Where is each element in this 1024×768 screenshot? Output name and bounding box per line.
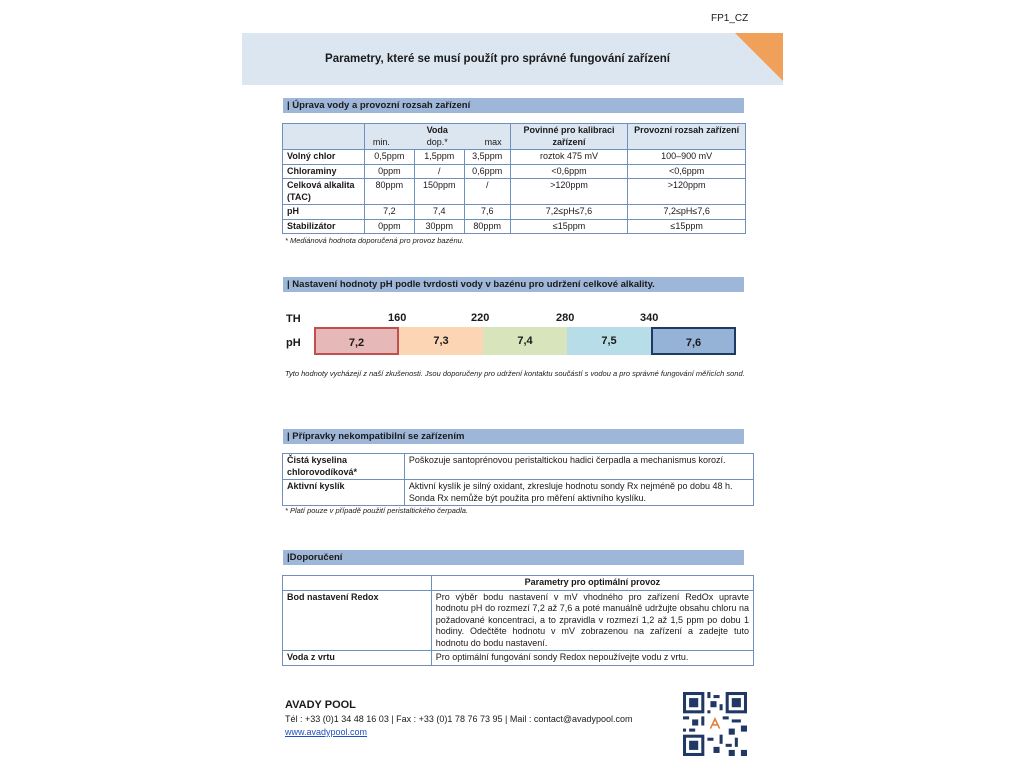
cell-provozni: >120ppm <box>628 179 746 205</box>
row-label: Chloraminy <box>283 164 365 179</box>
title-banner <box>242 33 783 85</box>
section-heading-recommendations: |Doporučení <box>283 550 744 565</box>
ph-segment: 7,6 <box>651 327 736 355</box>
cell-max: 7,6 <box>464 205 510 220</box>
row-text: Aktivní kyslík je silný oxidant, zkresluje hodnotu sondy Rx nejméně po dobu 48 h. Sonda Rx nemůže být použita pro měření aktivního kyslíku. <box>404 480 753 506</box>
row-label: Čistá kyselina chlorovodíková* <box>283 454 405 480</box>
water-parameters-table <box>282 123 746 234</box>
cell-max: 80ppm <box>464 219 510 234</box>
section-heading-ph-setting: | Nastavení hodnoty pH podle tvrdosti vody v bazénu pro udržení celkové alkality. <box>283 277 744 292</box>
section-heading-water-treatment: | Úprava vody a provozní rozsah zařízení <box>283 98 744 113</box>
header-povinne: Povinné pro kalibraci zařízení <box>510 124 628 150</box>
header-max: max <box>484 136 502 147</box>
ph-segment: 7,3 <box>399 327 483 355</box>
row-text: Poškozuje santoprénovou peristaltickou hadici čerpadla a mechanismus korozí. <box>404 454 753 480</box>
ph-segment: 7,5 <box>567 327 651 355</box>
recommendations-table <box>282 575 754 666</box>
table-header-row <box>283 576 754 591</box>
row-text: Pro výběr bodu nastavení v mV vhodného pro zařízení RedOx upravte hodnotu pH do rozmezí 7,2 až 7,6 a poté manuálně udržujte obsahu chloru na požadované koncentraci, a to zpravidla v rozmezí 1,2 až 1,5 ppm po dobu 1 hodiny. Odečtěte hodnotu v mV zobrazenou na zařízení a zadejte tuto hodnotu do bodu nastavení. <box>431 590 753 651</box>
ph-segment: 7,4 <box>483 327 567 355</box>
cell-povinne: >120ppm <box>510 179 628 205</box>
table-row <box>283 480 754 506</box>
header-voda-label: Voda <box>426 125 448 135</box>
company-name: AVADY POOL <box>285 699 356 711</box>
header-empty-cell <box>283 124 365 150</box>
table-row <box>283 179 746 205</box>
page-title: Parametry, které se musí použít pro správné fungování zařízení <box>325 53 670 65</box>
cell-max: 0,6ppm <box>464 164 510 179</box>
cell-min: 7,2 <box>364 205 414 220</box>
header-dop: dop.* <box>426 136 448 147</box>
table-row <box>283 164 746 179</box>
row-label: Bod nastavení Redox <box>283 590 432 651</box>
corner-accent <box>735 33 783 81</box>
cell-provozni: <0,6ppm <box>628 164 746 179</box>
th-axis-label: TH <box>286 313 301 325</box>
row-label: pH <box>283 205 365 220</box>
cell-max: 3,5ppm <box>464 150 510 165</box>
incompatible-footnote: * Platí pouze v případě použití peristaltického čerpadla. <box>285 506 469 515</box>
cell-povinne: ≤15ppm <box>510 219 628 234</box>
header-provozni: Provozní rozsah zařízení <box>628 124 746 150</box>
ph-hardness-scale <box>283 311 753 361</box>
table-row <box>283 219 746 234</box>
cell-max: / <box>464 179 510 205</box>
cell-provozni: 7,2≤pH≤7,6 <box>628 205 746 220</box>
th-value: 220 <box>471 312 490 324</box>
th-value: 160 <box>388 312 407 324</box>
table-header-row <box>283 124 746 150</box>
row-label: Stabilizátor <box>283 219 365 234</box>
header-empty-cell <box>283 576 432 591</box>
row-label: Aktivní kyslík <box>283 480 405 506</box>
row-label: Voda z vrtu <box>283 651 432 666</box>
table-footnote: * Mediánová hodnota doporučená pro provoz bazénu. <box>285 236 464 245</box>
cell-dop: 7,4 <box>414 205 464 220</box>
ph-segment: 7,2 <box>314 327 399 355</box>
table-row <box>283 651 754 666</box>
row-label: Volný chlor <box>283 150 365 165</box>
cell-provozni: ≤15ppm <box>628 219 746 234</box>
th-value: 280 <box>556 312 575 324</box>
cell-min: 0ppm <box>364 164 414 179</box>
incompatible-products-table <box>282 453 754 506</box>
row-label: Celková alkalita (TAC) <box>283 179 365 205</box>
document-code: FP1_CZ <box>711 13 749 24</box>
cell-dop: 150ppm <box>414 179 464 205</box>
cell-dop: 30ppm <box>414 219 464 234</box>
contact-info: Tél : +33 (0)1 34 48 16 03 | Fax : +33 (0)1 78 76 73 95 | Mail : contact@avadypool.com <box>285 714 633 724</box>
row-text: Pro optimální fungování sondy Redox nepoužívejte vodu z vrtu. <box>431 651 753 666</box>
cell-povinne: <0,6ppm <box>510 164 628 179</box>
ph-axis-label: pH <box>286 337 301 349</box>
cell-min: 0,5ppm <box>364 150 414 165</box>
th-value: 340 <box>640 312 659 324</box>
cell-dop: 1,5ppm <box>414 150 464 165</box>
cell-dop: / <box>414 164 464 179</box>
cell-min: 0ppm <box>364 219 414 234</box>
website-link[interactable]: www.avadypool.com <box>285 727 368 737</box>
cell-povinne: roztok 475 mV <box>510 150 628 165</box>
header-voda <box>364 124 510 150</box>
cell-provozni: 100–900 mV <box>628 150 746 165</box>
header-optimal-params: Parametry pro optimální provoz <box>431 576 753 591</box>
ph-note: Tyto hodnoty vycházejí z naší zkušenosti. Jsou doporučeny pro udržení kontaktu součástí s vodou a pro správné fungování měřicích sond. <box>285 369 745 378</box>
cell-min: 80ppm <box>364 179 414 205</box>
qr-code-icon <box>683 692 747 756</box>
table-row <box>283 454 754 480</box>
table-row <box>283 590 754 651</box>
section-heading-incompatible: | Přípravky nekompatibilní se zařízením <box>283 429 744 444</box>
table-row <box>283 205 746 220</box>
header-min: min. <box>372 136 390 147</box>
cell-povinne: 7,2≤pH≤7,6 <box>510 205 628 220</box>
table-row <box>283 150 746 165</box>
